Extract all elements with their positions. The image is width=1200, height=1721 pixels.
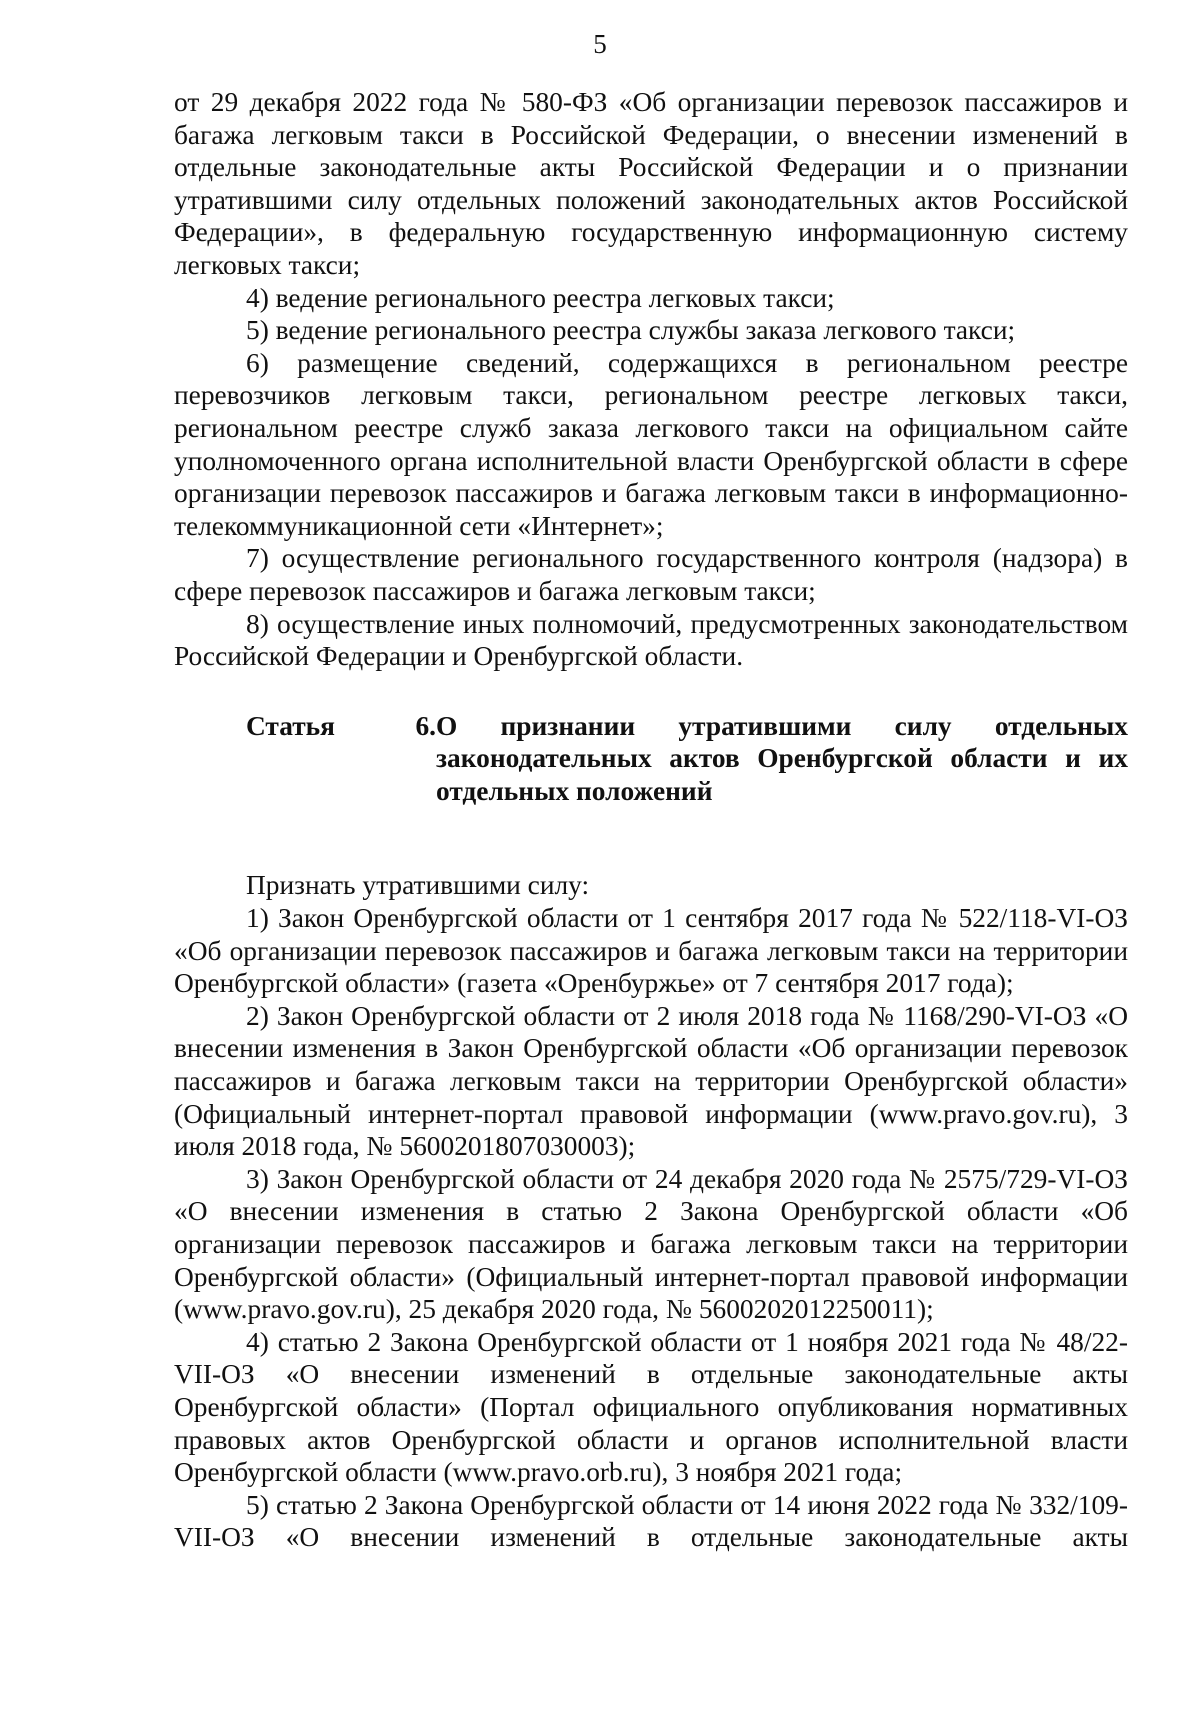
- repealed-item-2: 2) Закон Оренбургской области от 2 июля 2018 года № 1168/290-VI-ОЗ «О внесении изменения в Закон Оренбургской области «Об организации перевозок пассажиров и багажа легковым такси на территории Оренбургской области» (Официальный интернет-портал правовой информации (www.pravo.gov.ru), 3 июля 2018 года, № 5600201807030003);: [174, 1000, 1128, 1162]
- list-item-7: 7) осуществление регионального государственного контроля (надзора) в сфере перевозок пассажиров и багажа легковым такси;: [174, 543, 1128, 606]
- article-number: 6.: [415, 710, 436, 741]
- article-label: [174, 710, 436, 808]
- list-item-4: 4) ведение регионального реестра легковых такси;: [246, 282, 835, 313]
- list-item-5: 5) ведение регионального реестра службы заказа легкового такси;: [246, 315, 1016, 346]
- article-title: О признании утратившими силу отдельных законодательных актов Оренбургской области и их отдельных положений: [436, 710, 1128, 806]
- page-number: 5: [593, 29, 607, 59]
- list-item-8: 8) осуществление иных полномочий, предусмотренных законодательством Российской Федерации и Оренбургской области.: [174, 608, 1128, 672]
- paragraph-continuation: от 29 декабря 2022 года № 580-ФЗ «Об организации перевозок пассажиров и багажа легковым такси в Российской Федерации, о внесении изменений в отдельные законодательные акты Российской Федерации и о признании утратившими силу отдельных положений законодательных актов Российской Федерации», в федеральную государственную информационную систему легковых такси;: [174, 87, 1128, 280]
- repealed-item-5: 5) статью 2 Закона Оренбургской области от 14 июня 2022 года № 332/109-VII-ОЗ «О внесении изменений в отдельные законодательные акты: [174, 1489, 1128, 1553]
- list-item-6: 6) размещение сведений, содержащихся в региональном реестре перевозчиков легковым такси, региональном реестре легковых такси, региональном реестре служб заказа легкового такси на официальном сайте уполномоченного органа исполнительной власти Оренбургской области в сфере организации перевозок пассажиров и багажа легковым такси в информационно-телекоммуникационной сети «Интернет»;: [174, 347, 1128, 541]
- article-word: Статья: [246, 710, 335, 741]
- repealed-item-4: 4) статью 2 Закона Оренбургской области от 1 ноября 2021 года № 48/22-VII-ОЗ «О внесении изменений в отдельные законодательные акты Оренбургской области» (Портал официального опубликования нормативных правовых актов Оренбургской области и органов исполнительной власти Оренбургской области (www.pravo.orb.ru), 3 ноября 2021 года;: [174, 1326, 1128, 1488]
- article-heading: [174, 710, 1128, 808]
- document-body: [174, 86, 1128, 1554]
- article-intro: Признать утратившими силу:: [246, 870, 590, 901]
- repealed-item-1: 1) Закон Оренбургской области от 1 сентября 2017 года № 522/118-VI-ОЗ «Об организации перевозок пассажиров и багажа легковым такси на территории Оренбургской области» (газета «Оренбуржье» от 7 сентября 2017 года);: [174, 903, 1128, 999]
- repealed-item-3: 3) Закон Оренбургской области от 24 декабря 2020 года № 2575/729-VI-ОЗ «О внесении изменения в статью 2 Закона Оренбургской области «Об организации перевозок пассажиров и багажа легковым такси на территории Оренбургской области» (Официальный интернет-портал правовой информации (www.pravo.gov.ru), 25 декабря 2020 года, № 5600202012250011);: [174, 1163, 1128, 1325]
